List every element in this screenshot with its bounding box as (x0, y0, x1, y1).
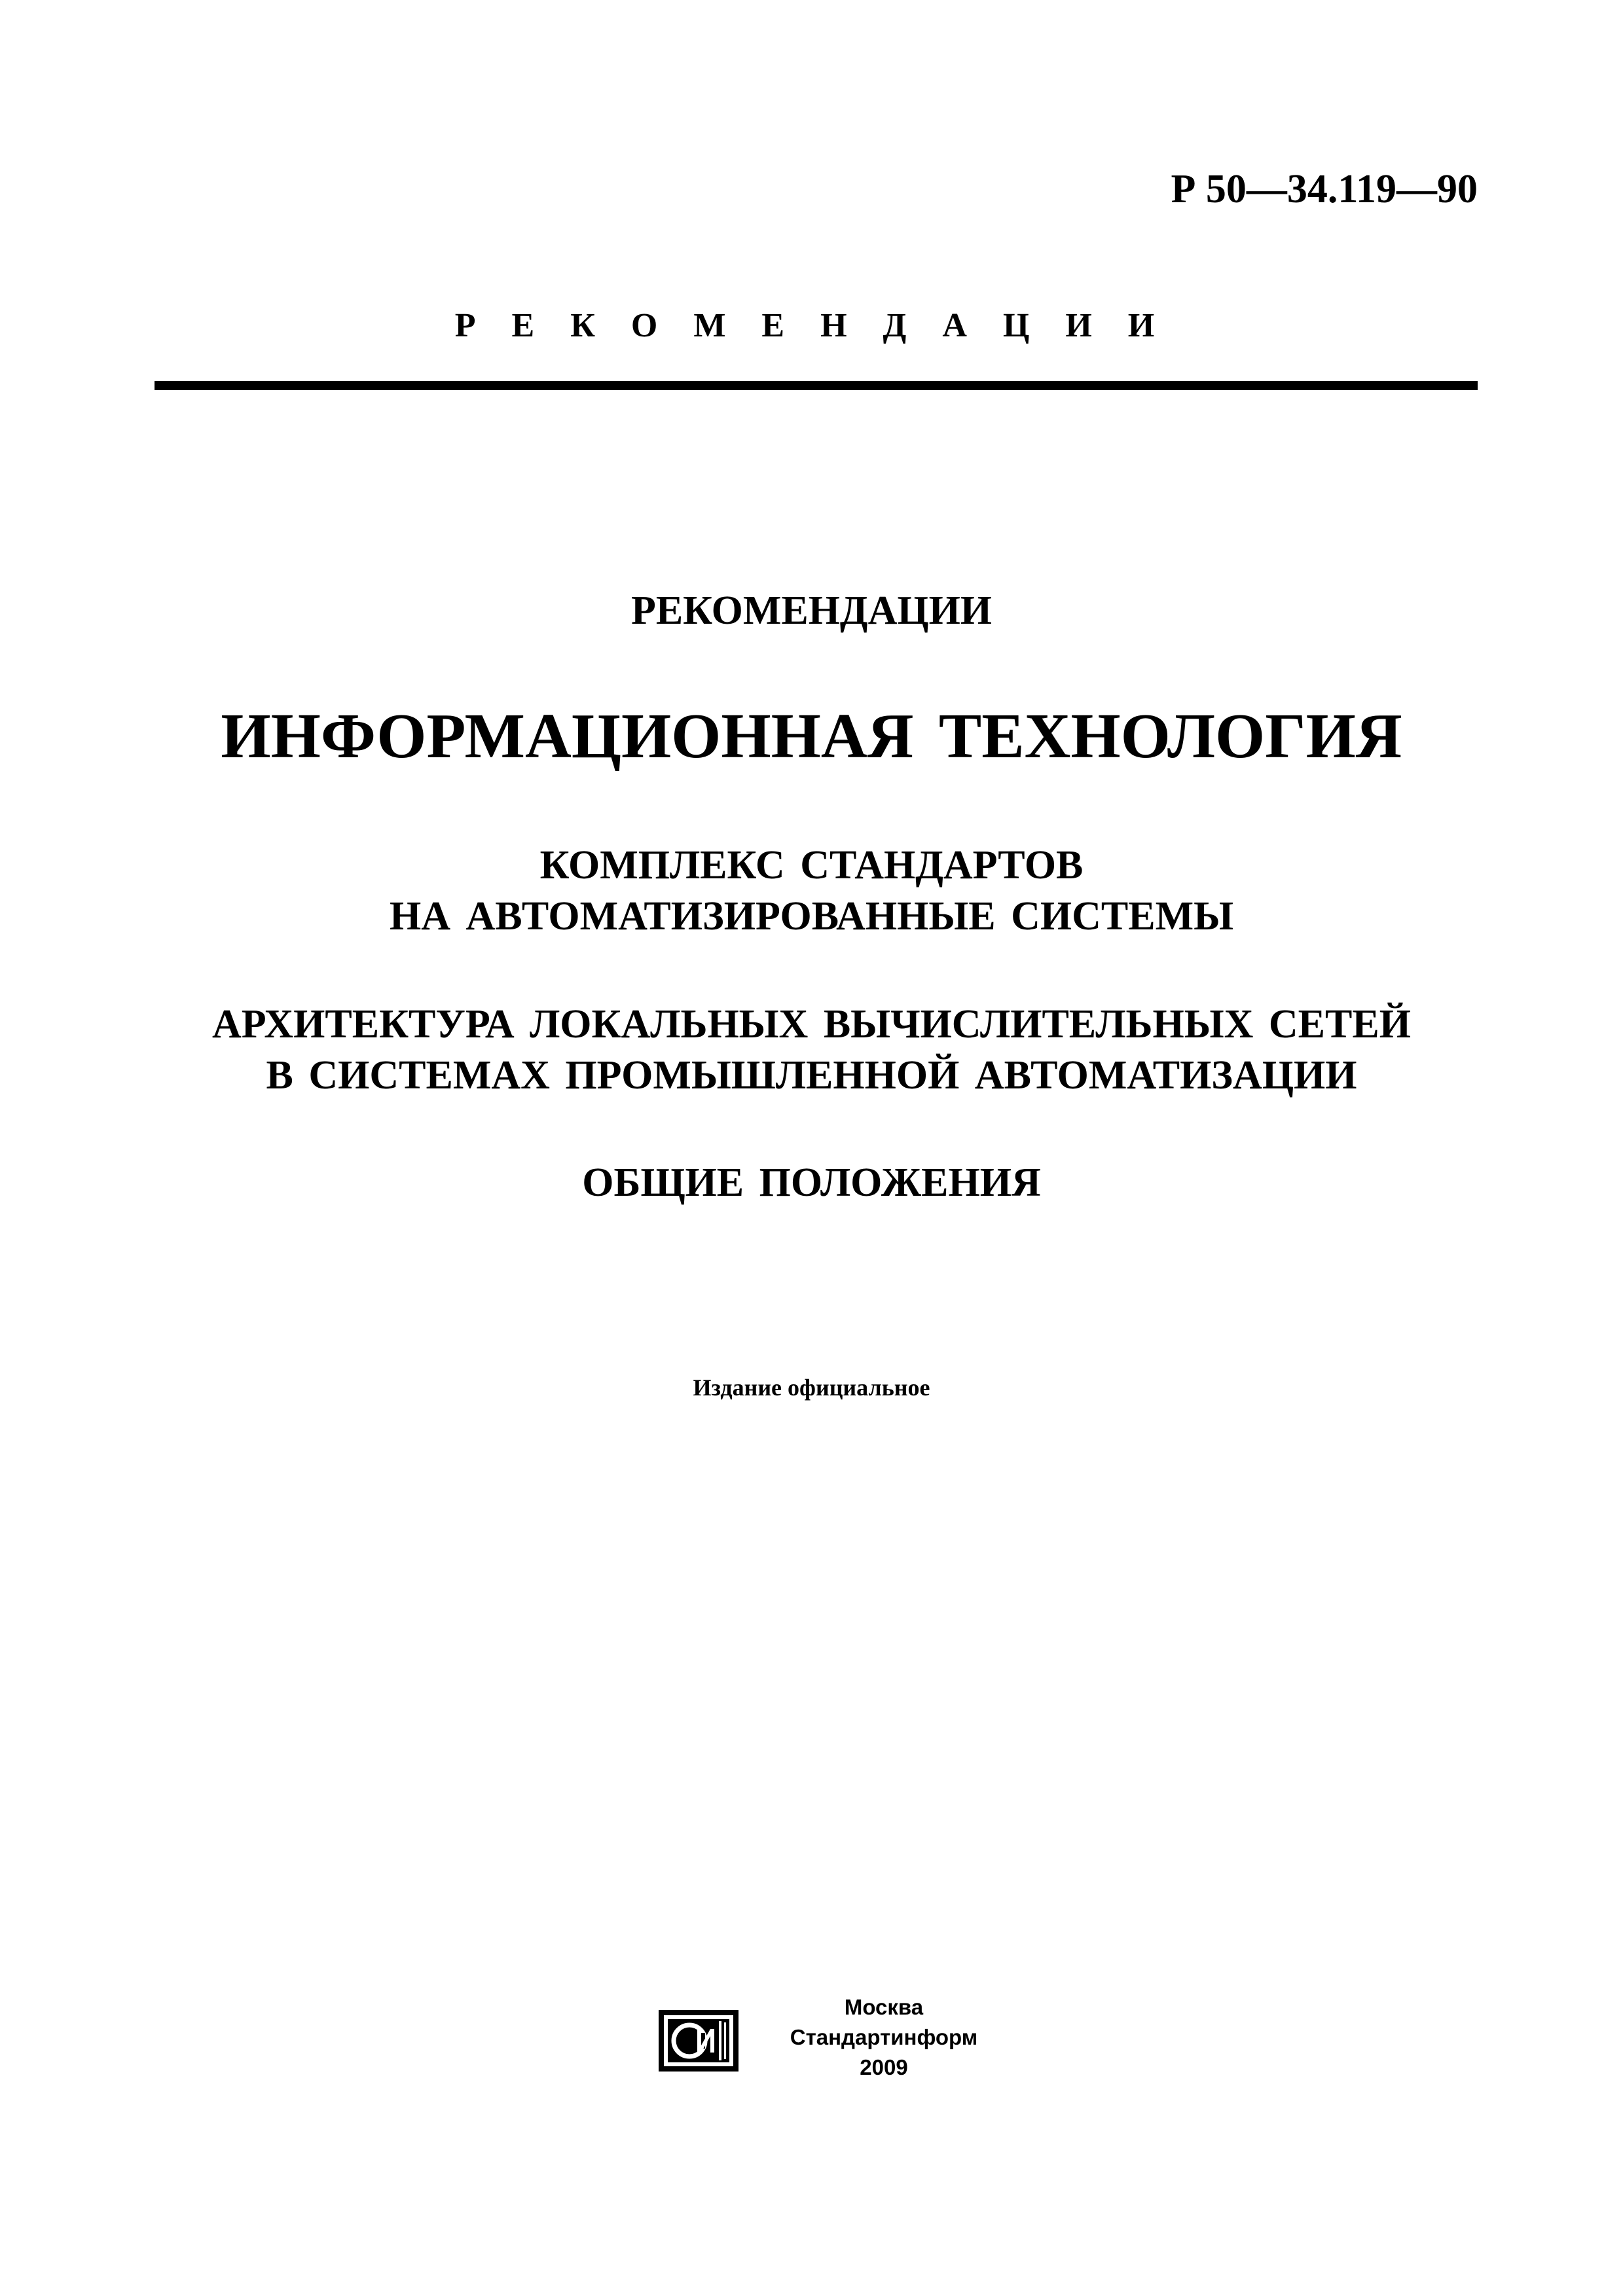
title-complex-line-2: НА АВТОМАТИЗИРОВАННЫЕ СИСТЕМЫ (390, 894, 1233, 939)
document-type-label: Р Е К О М Е Н Д А Ц И И (454, 307, 1169, 344)
title-category: РЕКОМЕНДАЦИИ (630, 588, 993, 633)
title-main: ИНФОРМАЦИОННАЯ ТЕХНОЛОГИЯ (221, 701, 1402, 772)
title-subject-line-2: В СИСТЕМАХ ПРОМЫШЛЕННОЙ АВТОМАТИЗАЦИИ (266, 1053, 1357, 1098)
publisher-name: Стандартинформ (790, 2025, 978, 2049)
document-number: Р 50—34.119—90 (1171, 167, 1478, 211)
publisher-year: 2009 (860, 2055, 908, 2079)
header-divider (155, 381, 1478, 390)
publisher-imprint (773, 1992, 995, 2083)
title-complex (0, 840, 1623, 942)
title-part: ОБЩИЕ ПОЛОЖЕНИЯ (582, 1160, 1041, 1205)
title-complex-line-1: КОМПЛЕКС СТАНДАРТОВ (539, 843, 1084, 888)
title-subject (0, 999, 1623, 1101)
publisher-city: Москва (844, 1995, 924, 2019)
standartinform-logo (657, 2008, 740, 2073)
edition-note: Издание официальное (693, 1374, 930, 1401)
title-subject-line-1: АРХИТЕКТУРА ЛОКАЛЬНЫХ ВЫЧИСЛИТЕЛЬНЫХ СЕТЕЙ (212, 1002, 1411, 1047)
